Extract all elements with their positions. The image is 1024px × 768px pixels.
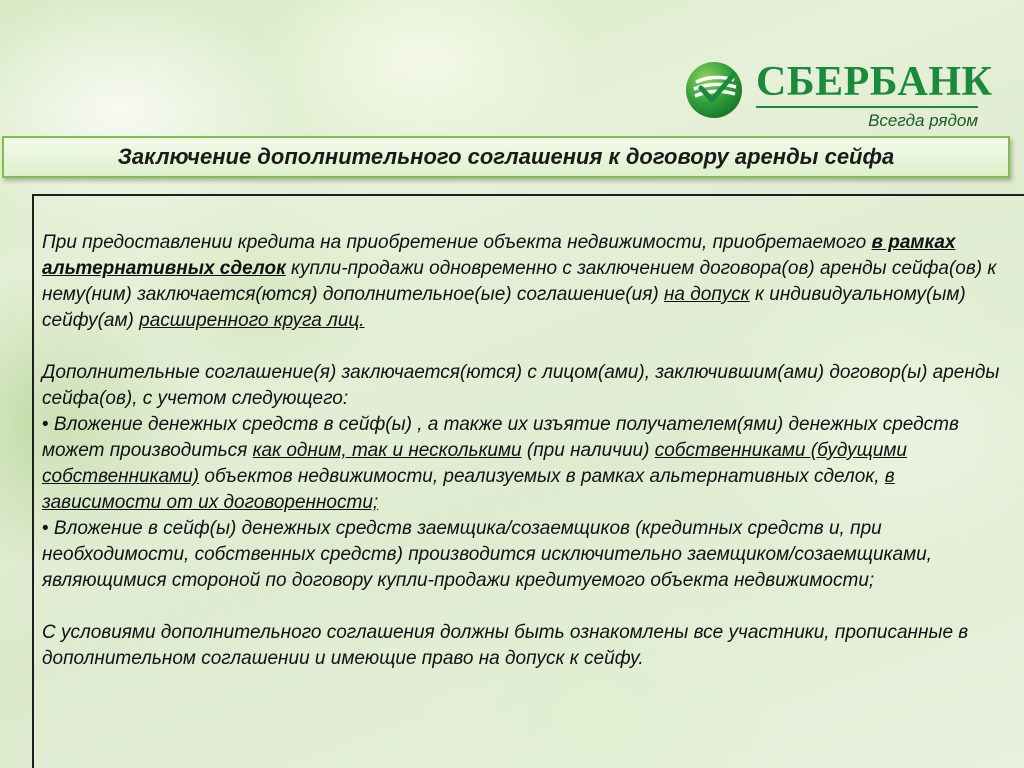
- sberbank-logo-icon: [684, 60, 744, 120]
- sberbank-logo: [684, 56, 993, 134]
- paragraph-1-text-b: купли-продажи одновременно с заключением договора(ов) аренды сейфа(ов) к нему(ним) заключается(ются) дополнительное(ые) соглашение(ия): [42, 258, 997, 305]
- bullet-1-marker: •: [42, 414, 49, 435]
- bullet-2: [42, 516, 1012, 594]
- logo-name: СБЕРБАНК: [756, 59, 993, 105]
- bullet-2-marker: •: [42, 518, 49, 539]
- title-bar: [2, 136, 1010, 178]
- logo-divider: [756, 106, 978, 108]
- bullet-1-text-b: (при наличии): [521, 440, 655, 461]
- paragraph-1: [42, 230, 1012, 334]
- paragraph-gap: [42, 334, 1012, 360]
- bullet-1-underline-c: в зависимости от их договоренности;: [42, 466, 895, 513]
- bullet-2-text: Вложение в сейф(ы) денежных средств заемщика/созаемщиков (кредитных средств и, при необходимости, собственных средств) производится исключительно заемщиком/созаемщиками, являющимися стороной по договору купли-продажи кредитуемого объекта недвижимости;: [42, 518, 932, 591]
- bullet-1-underline-b: собственниками (будущими собственниками): [42, 440, 907, 487]
- paragraph-3: С условиями дополнительного соглашения должны быть ознакомлены все участники, прописанные в дополнительном соглашении и имеющие право на допуск к сейфу.: [42, 622, 969, 669]
- paragraph-2: Дополнительные соглашение(я) заключается(ются) с лицом(ами), заключившим(ами) договор(ы) аренды сейфа(ов), с учетом следующего:: [42, 362, 1000, 409]
- slide-title: Заключение дополнительного соглашения к договору аренды сейфа: [117, 144, 895, 169]
- paragraph-gap: [42, 594, 1012, 620]
- bullet-1-underline-a: как одним, так и несколькими: [252, 440, 522, 461]
- bullet-1-text-a: Вложение денежных средств в сейф(ы) , а также их изъятие получателем(ями) денежных средств может производиться: [42, 414, 959, 461]
- logo-tagline: Всегда рядом: [868, 111, 978, 130]
- slide-content: [42, 230, 1012, 672]
- paragraph-1-underline-a: в рамках альтернативных сделок: [42, 232, 956, 279]
- paragraph-1-underline-c: расширенного круга лиц.: [139, 310, 365, 331]
- paragraph-1-text-a: При предоставлении кредита на приобретение объекта недвижимости, приобретаемого: [42, 232, 872, 253]
- bullet-1-text-c: объектов недвижимости, реализуемых в рамках альтернативных сделок,: [199, 466, 885, 487]
- paragraph-1-underline-b: на допуск: [663, 284, 750, 305]
- paragraph-1-text-c: к индивидуальному(ым) сейфу(ам): [42, 284, 966, 331]
- bullet-1: [42, 412, 1012, 516]
